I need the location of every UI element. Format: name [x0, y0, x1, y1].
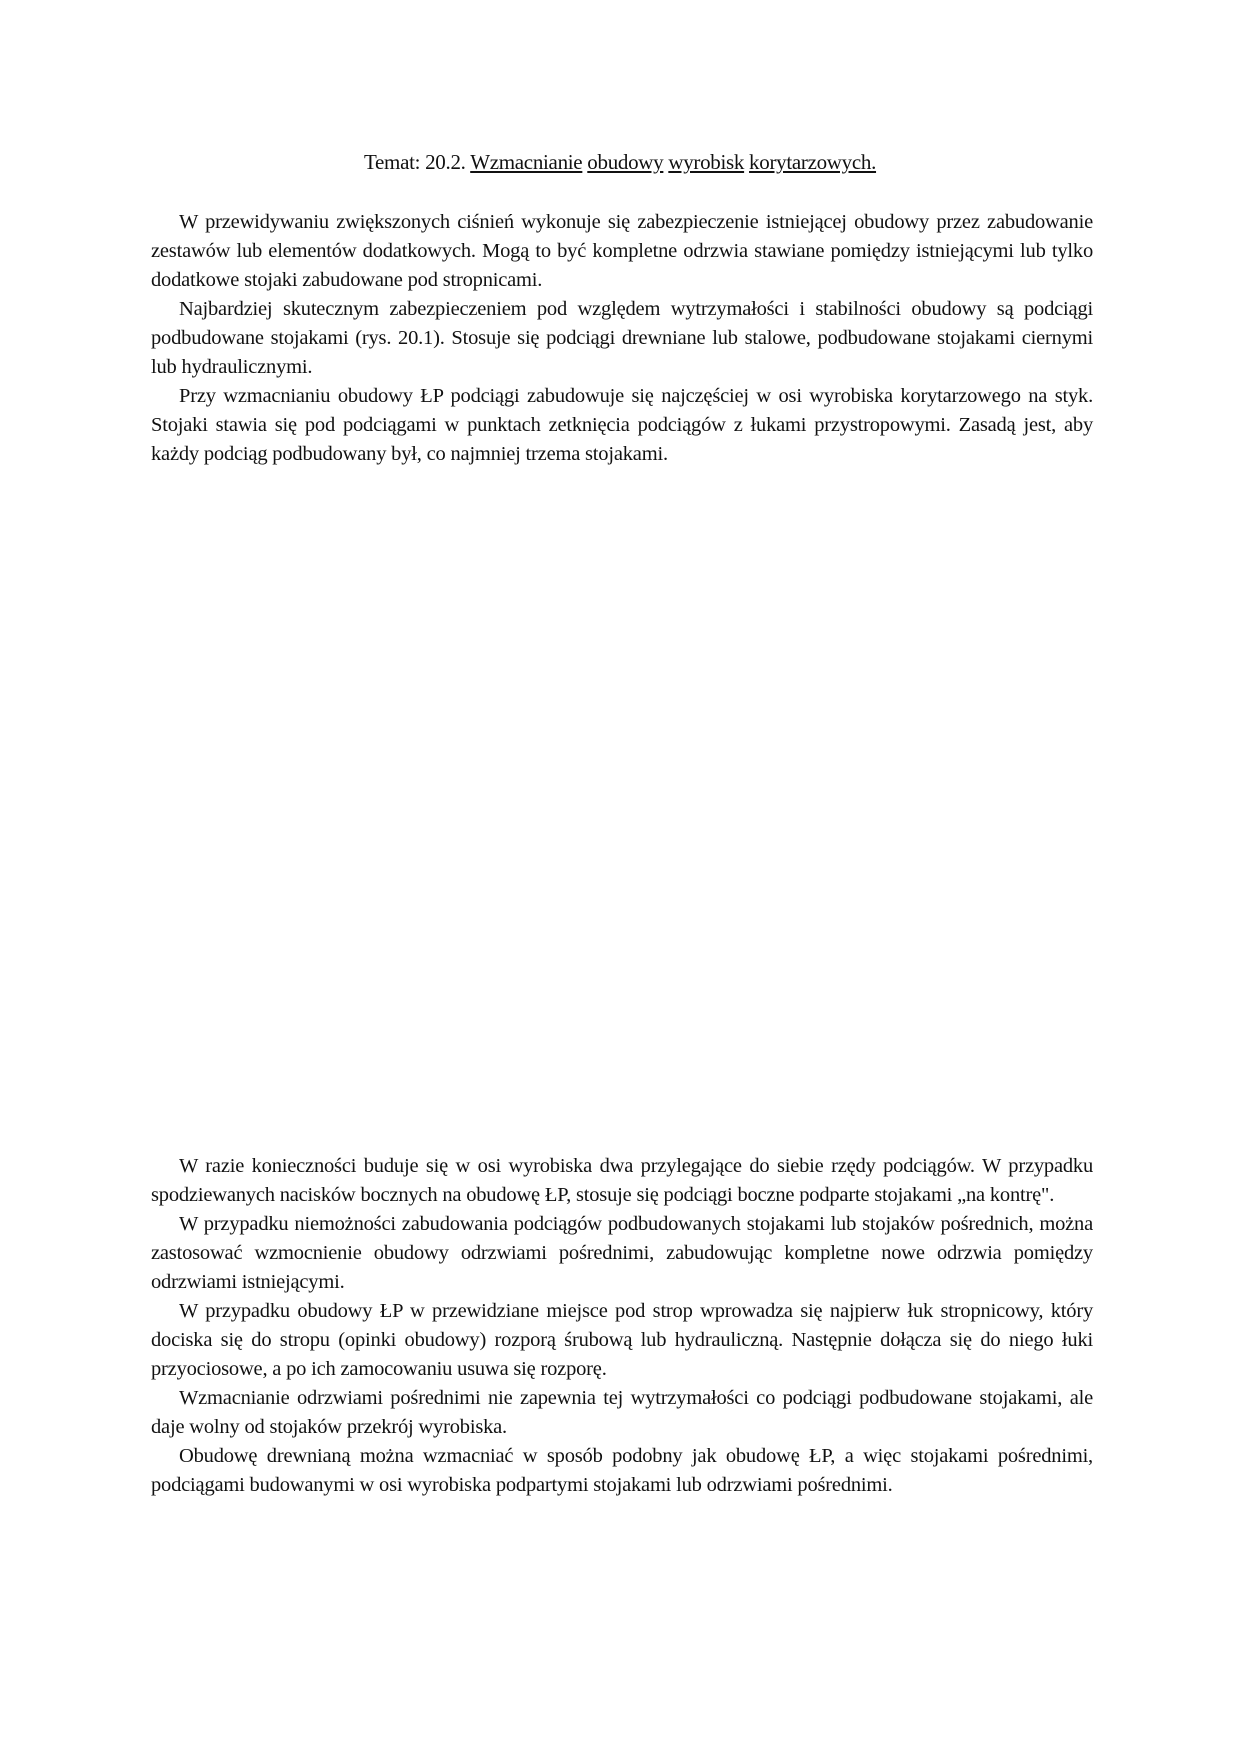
- text-section-1: [151, 208, 1093, 469]
- paragraph: W przypadku niemożności zabudowania podciągów podbudowanych stojakami lub stojaków pośrednich, można zastosować wzmocnienie obudowy odrzwiami pośrednimi, zabudowując kompletne nowe odrzwia pomiędzy odrzwiami istniejącymi.: [151, 1213, 1093, 1293]
- text-section-2: [151, 1152, 1093, 1500]
- paragraph: Obudowę drewnianą można wzmacniać w sposób podobny jak obudowę ŁP, a więc stojakami pośrednimi, podciągami budowanymi w osi wyrobiska podpartymi stojakami lub odrzwiami pośrednimi.: [151, 1445, 1093, 1496]
- title-word: korytarzowych.: [749, 150, 877, 174]
- paragraph: W przewidywaniu zwiększonych ciśnień wykonuje się zabezpieczenie istniejącej obudowy przez zabudowanie zestawów lub elementów dodatkowych. Mogą to być kompletne odrzwia stawiane pomiędzy istniejącymi lub tylko dodatkowe stojaki zabudowane pod stropnicami.: [151, 211, 1093, 291]
- paragraph: Przy wzmacnianiu obudowy ŁP podciągi zabudowuje się najczęściej w osi wyrobiska korytarzowego na styk. Stojaki stawia się pod podciągami w punktach zetknięcia podciągów z łukami przystropowymi. Zasadą jest, aby każdy podciąg podbudowany był, co najmniej trzema stojakami.: [151, 385, 1093, 465]
- title-word: obudowy: [587, 150, 664, 174]
- title-word: wyrobisk: [668, 150, 745, 174]
- title-word: Wzmacnianie: [470, 150, 583, 174]
- title-prefix: Temat: 20.2.: [363, 150, 466, 174]
- paragraph: Wzmacnianie odrzwiami pośrednimi nie zapewnia tej wytrzymałości co podciągi podbudowane stojakami, ale daje wolny od stojaków przekrój wyrobiska.: [151, 1387, 1093, 1438]
- paragraph: Najbardziej skutecznym zabezpieczeniem pod względem wytrzymałości i stabilności obudowy są podciągi podbudowane stojakami (rys. 20.1). Stosuje się podciągi drewniane lub stalowe, podbudowane stojakami ciernymi lub hydraulicznymi.: [151, 298, 1093, 378]
- paragraph: W razie konieczności buduje się w osi wyrobiska dwa przylegające do siebie rzędy podciągów. W przypadku spodziewanych nacisków bocznych na obudowę ŁP, stosuje się podciągi boczne podparte stojakami „na kontrę".: [151, 1155, 1093, 1206]
- paragraph: W przypadku obudowy ŁP w przewidziane miejsce pod strop wprowadza się najpierw łuk stropnicowy, który dociska się do stropu (opinki obudowy) rozporą śrubową lub hydrauliczną. Następnie dołącza się do niego łuki przyociosowe, a po ich zamocowaniu usuwa się rozporę.: [151, 1300, 1093, 1380]
- page-title: [0, 150, 1240, 175]
